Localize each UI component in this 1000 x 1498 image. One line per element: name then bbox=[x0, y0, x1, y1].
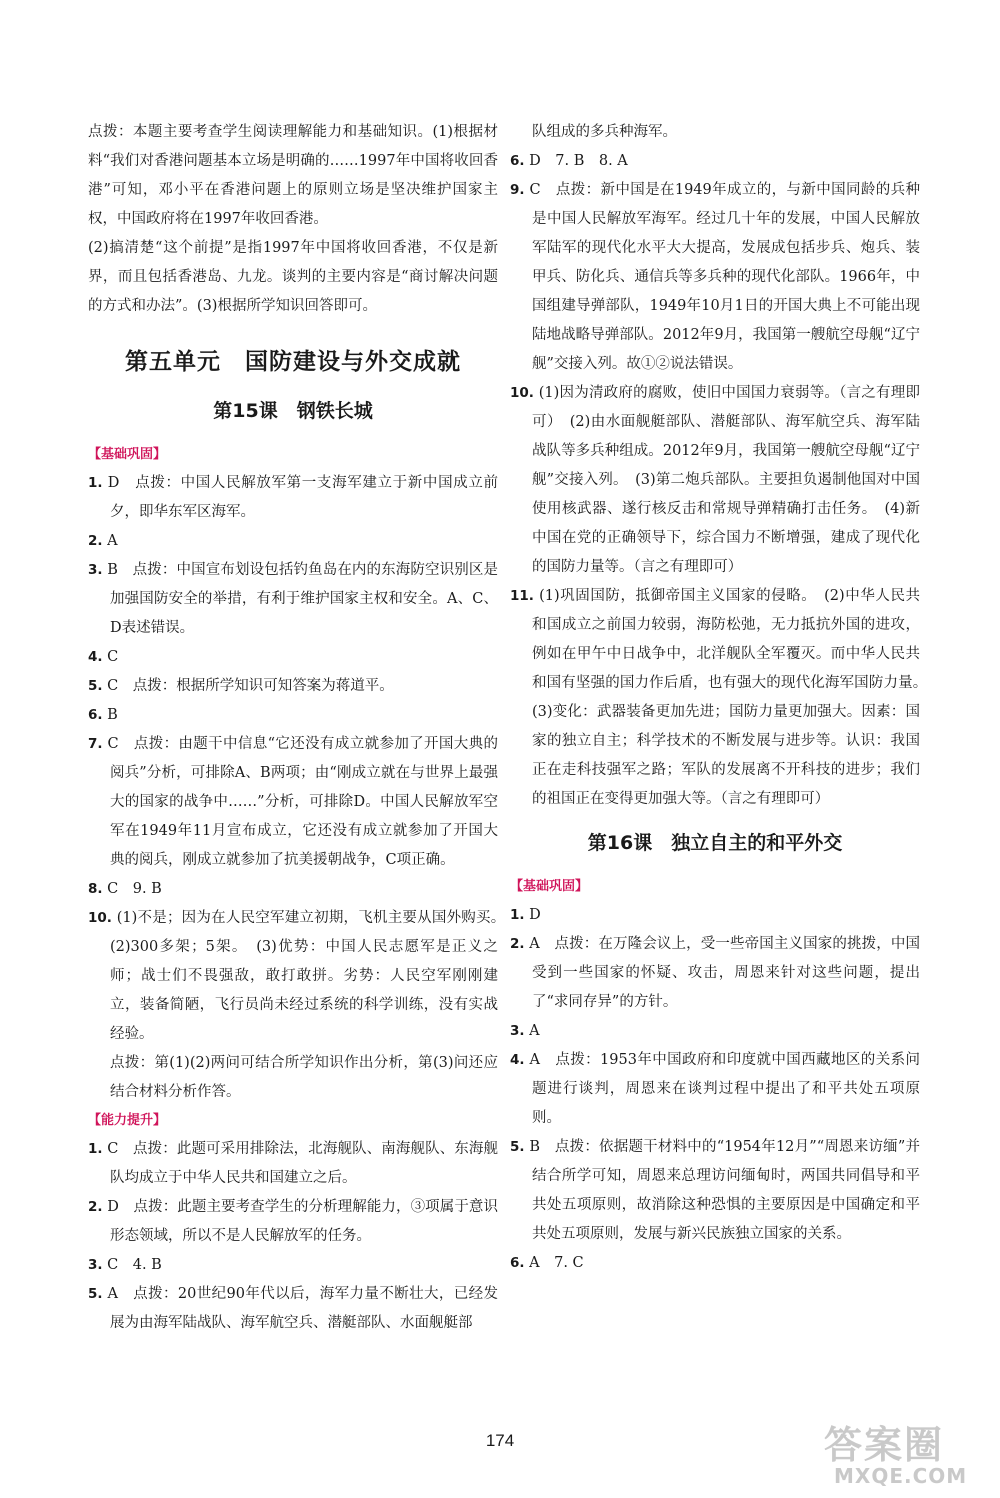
lesson-16-title: 第16课 独立自主的和平外交 bbox=[587, 832, 843, 854]
answer-item bbox=[88, 1251, 498, 1280]
answer-item bbox=[510, 1133, 920, 1249]
left-column bbox=[88, 118, 513, 1338]
answer-item bbox=[88, 527, 498, 556]
intro-paragraph-2: (2)搞清楚“这个前提”是指1997年中国将收回香港，不仅是新界，而且包括香港岛、九龙。谈判的主要内容是“商讨解决问题的方式和办法”。(3)根据所学知识回答即可。 bbox=[88, 240, 498, 314]
answer-item bbox=[88, 1135, 498, 1193]
lesson-15-ability-answers-cont bbox=[510, 147, 935, 814]
answer-text: C 点拨：新中国是在1949年成立的，与新中国同龄的兵种是中国人民解放军海军。经过几十年的发展，中国人民解放军陆军的现代化水平大大提高，发展成包括步兵、炮兵、装甲兵、防化兵、通信兵等多兵种的现代化部队。1966年，中国组建导弹部队，1949年10月1日的开国大典上不可能出现陆地战略导弹部队。2012年9月，我国第一艘航空母舰“辽宁舰”交接入列。故①②说法错误。 bbox=[529, 182, 920, 372]
answer-item bbox=[88, 701, 498, 730]
answer-number: 8. bbox=[88, 881, 103, 897]
answer-item bbox=[510, 1249, 920, 1278]
answer-item bbox=[88, 643, 498, 672]
answer-item bbox=[510, 176, 920, 379]
answer-number: 3. bbox=[88, 562, 103, 578]
answer-number: 4. bbox=[88, 649, 103, 665]
lesson-15-basic-answers bbox=[88, 469, 513, 1107]
answer-text: A 点拨：在万隆会议上，受一些帝国主义国家的挑拨，中国受到一些国家的怀疑、攻击，周恩来针对这些问题，提出了“求同存异”的方针。 bbox=[529, 936, 920, 1010]
intro-paragraph-1: 点拨：本题主要考查学生阅读理解能力和基础知识。(1)根据材料“我们对香港问题基本立场是明确的……1997年中国将收回香港”可知，邓小平在香港问题上的原则立场是坚决维护国家主权，中国政府将在1997年收回香港。 bbox=[88, 124, 498, 227]
answer-text: (1)不是；因为在人民空军建立初期，飞机主要从国外购买。 (2)300多架；5架。 (3)优势：中国人民志愿军是正义之师；战士们不畏强敌，敢打敢拼。劣势：人民空军刚刚建立，装备简陋，飞行员尚未经过系统的科学训练，没有实战经验。 bbox=[110, 910, 513, 1042]
answer-text: A bbox=[529, 1023, 540, 1039]
answer-number: 3. bbox=[510, 1023, 525, 1039]
answer-number: 6. bbox=[510, 1255, 525, 1271]
answer-text: D bbox=[529, 907, 541, 923]
answer-number: 5. bbox=[88, 1286, 103, 1302]
answer-text: (1)因为清政府的腐败，使旧中国国力衰弱等。（言之有理即可） (2)由水面舰艇部队、潜艇部队、海军航空兵、海军陆战队等多兵种组成。2012年9月，我国第一艘航空母舰“辽宁舰”交接入列。 (3)第二炮兵部队。主要担负遏制他国对中国使用核武器、遂行核反击和常规导弹精确打击任务。 (4)新中国在党的正确领导下，综合国力不断增强，建成了现代化的国防力量等。（言之有理即可） bbox=[532, 385, 920, 575]
answer-text: A 点拨：1953年中国政府和印度就中国西藏地区的关系问题进行谈判，周恩来在谈判过程中提出了和平共处五项原则。 bbox=[529, 1052, 921, 1126]
answer-number: 3. bbox=[88, 1257, 103, 1273]
answer-number: 2. bbox=[510, 936, 525, 952]
section-tag-ability: 【能力提升】 bbox=[88, 1113, 167, 1128]
answer-item bbox=[510, 901, 920, 930]
answer-text: B 点拨：依据题干材料中的“1954年12月”“周恩来访缅”并结合所学可知，周恩来总理访问缅甸时，两国共同倡导和平共处五项原则，故消除这种恐惧的主要原因是中国确定和平共处五项原则，发展与新兴民族独立国家的关系。 bbox=[529, 1139, 920, 1242]
answer-number: 2. bbox=[88, 1199, 103, 1215]
answer-item bbox=[510, 1046, 920, 1133]
answer-item bbox=[88, 1049, 498, 1107]
answer-number: 7. bbox=[88, 736, 103, 752]
watermark-logo bbox=[806, 1414, 986, 1492]
answer-item bbox=[510, 379, 920, 582]
answer-number: 4. bbox=[510, 1052, 525, 1068]
answer-item bbox=[88, 469, 498, 527]
answer-text: 点拨：第(1)(2)两问可结合所学知识作出分析，第(3)问还应结合材料分析作答。 bbox=[110, 1055, 498, 1100]
answer-number: 5. bbox=[88, 678, 103, 694]
answer-text: D 7. B 8. A bbox=[529, 153, 628, 169]
answer-number: 6. bbox=[88, 707, 103, 723]
answer-number: 6. bbox=[510, 153, 525, 169]
answer-item bbox=[88, 672, 498, 701]
answer-item bbox=[88, 1193, 498, 1251]
answer-text: D 点拨：此题主要考查学生的分析理解能力，③项属于意识形态领域，所以不是人民解放军的任务。 bbox=[107, 1199, 499, 1244]
answer-number: 1. bbox=[88, 1141, 103, 1157]
watermark-text: 答案圈 bbox=[824, 1423, 945, 1467]
answer-number: 9. bbox=[510, 182, 525, 198]
unit-title: 第五单元 国防建设与外交成就 bbox=[125, 349, 461, 375]
answer-text: (1)巩固国防，抵御帝国主义国家的侵略。 (2)中华人民共和国成立之前国力较弱，海防松弛，无力抵抗外国的进攻，例如在甲午中日战争中，北洋舰队全军覆灭。而中华人民共和国有坚强的国力作后盾，也有强大的现代化海军国防力量。 (3)变化：武器装备更加先进；国防力量更加强大。因素：国家的独立自主；科学技术的不断发展与进步等。认识：我国正在走科技强军之路；军队的发展离不开科技的进步；我们的祖国正在变得更加强大等。（言之有理即可） bbox=[532, 588, 935, 807]
answer-item bbox=[510, 1017, 920, 1046]
watermark-url: MXQE.COM bbox=[834, 1464, 968, 1488]
lesson-16-basic-answers bbox=[510, 901, 920, 1278]
section-tag-basic: 【基础巩固】 bbox=[88, 447, 167, 462]
answer-text: A 点拨：20世纪90年代以后，海军力量不断壮大，已经发展为由海军陆战队、海军航空兵、潜艇部队、水面舰艇部 bbox=[107, 1286, 499, 1331]
answer-item bbox=[88, 904, 513, 1049]
answer-item bbox=[88, 730, 498, 875]
answer-item bbox=[88, 1280, 498, 1338]
answer-number: 1. bbox=[88, 475, 103, 491]
answer-text: C 9. B bbox=[107, 881, 162, 897]
right-column bbox=[510, 118, 935, 1278]
answer-number: 10. bbox=[510, 385, 534, 401]
answer-text: A 7. C bbox=[529, 1255, 584, 1271]
answer-text: A bbox=[107, 533, 118, 549]
answer-number: 10. bbox=[88, 910, 112, 926]
answer-text: C 点拨：此题可采用排除法，北海舰队、南海舰队、东海舰队均成立于中华人民共和国建立之后。 bbox=[107, 1141, 499, 1186]
lesson-15-title: 第15课 钢铁长城 bbox=[213, 400, 373, 422]
answer-number: 5. bbox=[510, 1139, 525, 1155]
answer-item bbox=[510, 582, 935, 814]
answer-item bbox=[88, 875, 498, 904]
answer-number: 11. bbox=[510, 588, 534, 604]
section-tag-basic-16: 【基础巩固】 bbox=[510, 879, 589, 894]
answer-text: C 点拨：由题干中信息“它还没有成立就参加了开国大典的阅兵”分析，可排除A、B两项；由“刚成立就在与世界上最强大的国家的战争中……”分析，可排除D。中国人民解放军空军在1949年11月宣布成立，它还没有成立就参加了开国大典的阅兵，刚成立就参加了抗美援朝战争，C项正确。 bbox=[107, 736, 498, 868]
answer-number: 2. bbox=[88, 533, 103, 549]
answer-item bbox=[510, 147, 920, 176]
answer-text: D 点拨：中国人民解放军第一支海军建立于新中国成立前夕，即华东军区海军。 bbox=[107, 475, 499, 520]
answer-text: C 点拨：根据所学知识可知答案为蒋道平。 bbox=[107, 678, 394, 694]
page-number: 174 bbox=[485, 1431, 515, 1450]
continued-text: 队组成的多兵种海军。 bbox=[532, 124, 677, 140]
lesson-15-ability-answers bbox=[88, 1135, 498, 1338]
answer-text: C 4. B bbox=[107, 1257, 162, 1273]
answer-text: B 点拨：中国宣布划设包括钓鱼岛在内的东海防空识别区是加强国防安全的举措，有利于维护国家主权和安全。A、C、D表述错误。 bbox=[107, 562, 499, 636]
answer-text: B bbox=[107, 707, 118, 723]
answer-item bbox=[510, 930, 920, 1017]
answer-text: C bbox=[107, 649, 119, 665]
answer-item bbox=[88, 556, 498, 643]
answer-number: 1. bbox=[510, 907, 525, 923]
